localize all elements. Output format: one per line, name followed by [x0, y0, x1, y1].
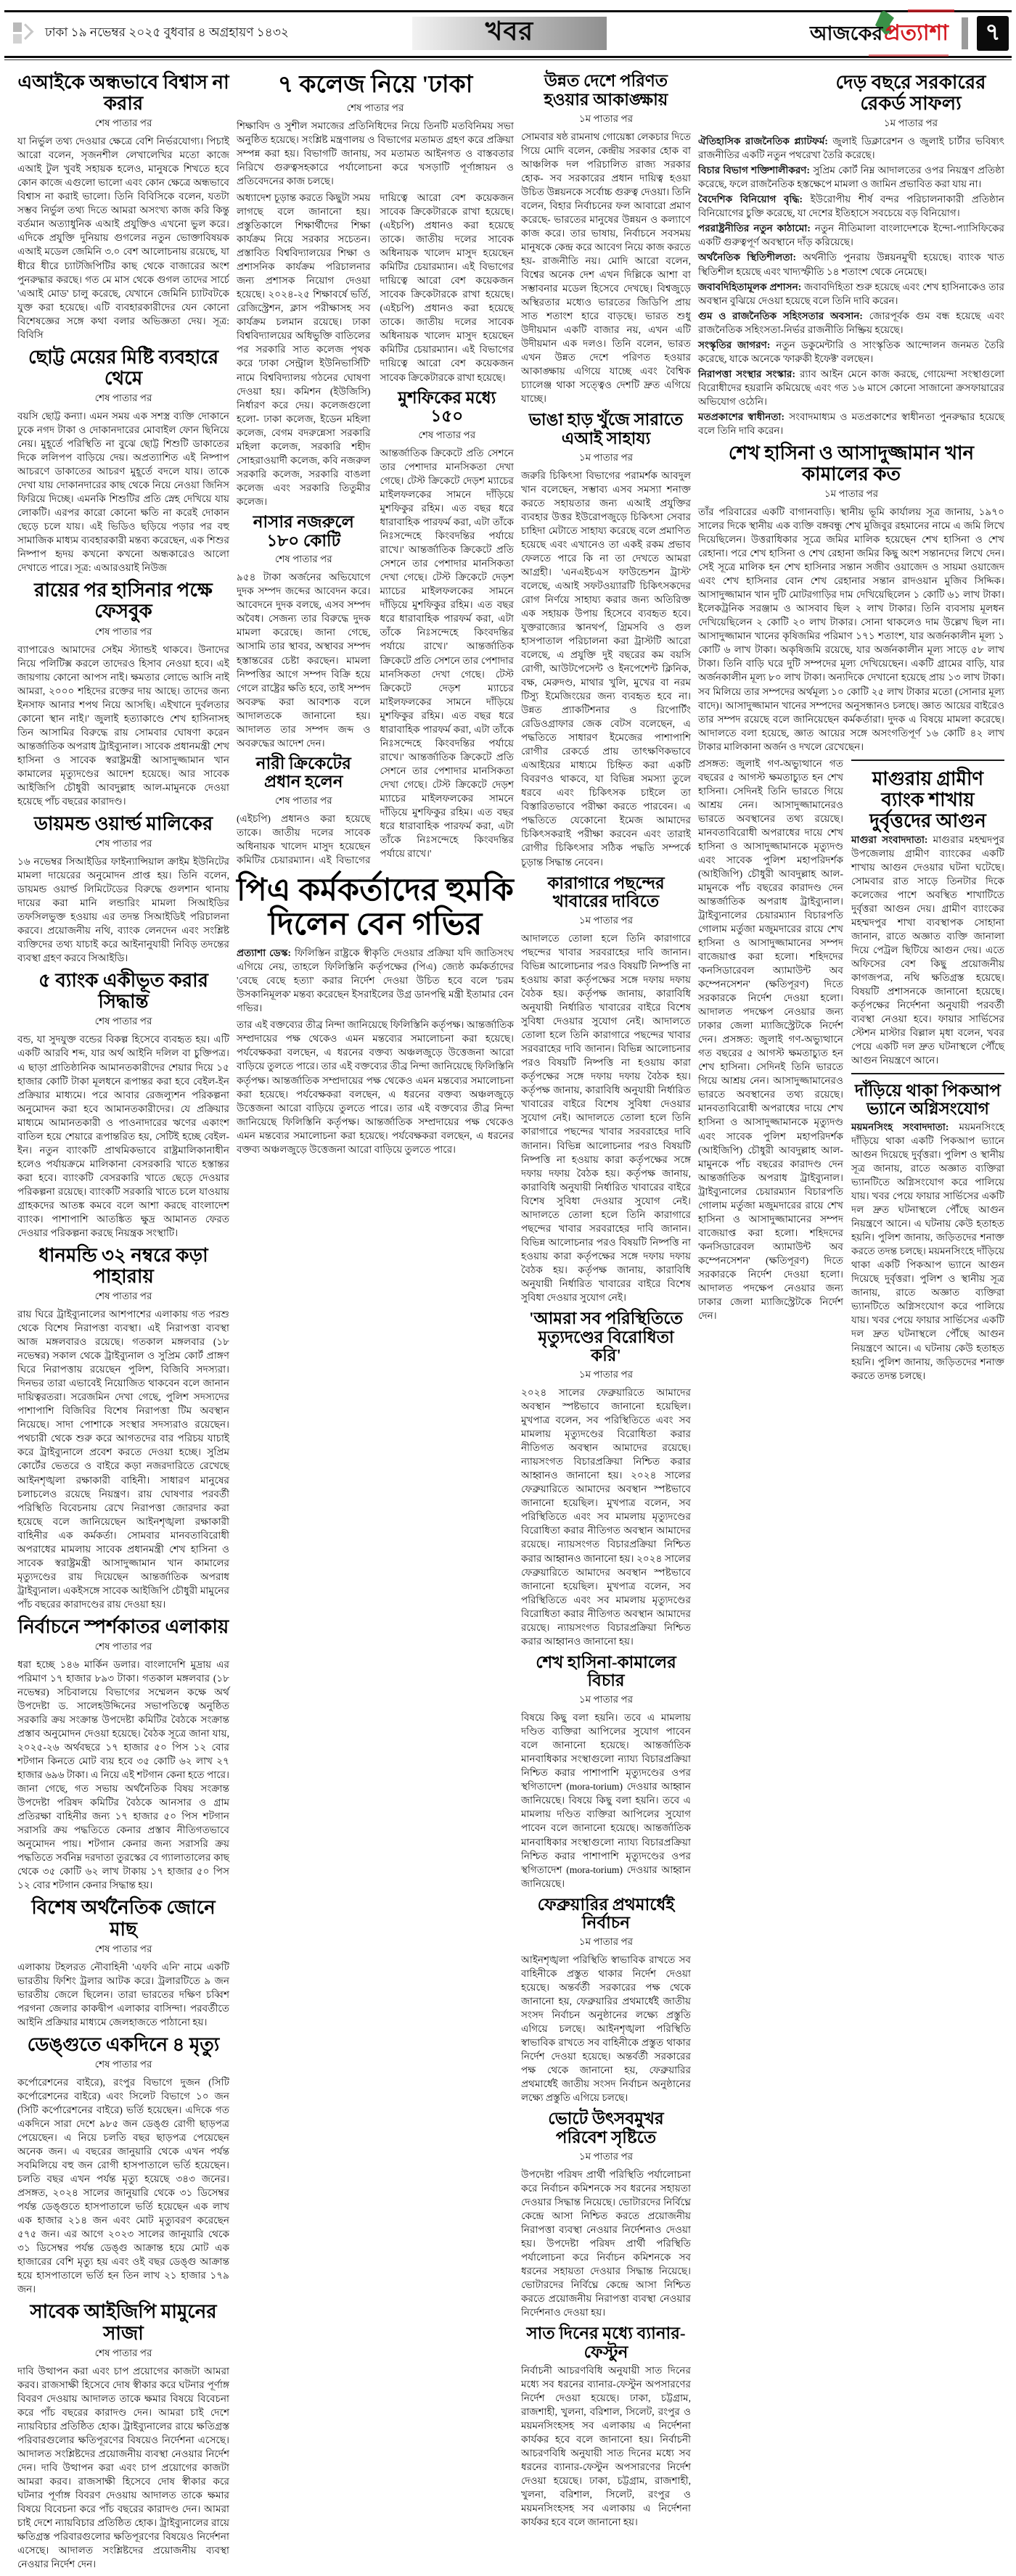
- article-body: উপদেষ্টা পরিষদ প্রার্থী পরিস্থিতি পর্যালোচনা করে নির্বাচন কমিশনকে সব ধরনের সহায়তা দেওয়ার সিদ্ধান্ত নিয়েছে। ভোটারদের নির্বিঘ্নে কেন্দ্রে আসা নিশ্চিত করতে প্রয়োজনীয় নিরাপত্তা ব্যবস্থা নেওয়ার নির্দেশনাও দেওয়া হয়। উপদেষ্টা পরিষদ প্রার্থী পরিস্থিতি পর্যালোচনা করে নির্বাচন কমিশনকে সব ধরনের সহায়তা দেওয়ার সিদ্ধান্ত নিয়েছে। ভোটারদের নির্বিঘ্নে কেন্দ্রে আসা নিশ্চিত করতে প্রয়োজনীয় নিরাপত্তা ব্যবস্থা নেওয়ার নির্দেশনাও দেওয়া হয়।: [521, 2168, 691, 2318]
- page-corner-icon: [13, 21, 38, 46]
- byline-correspondent: মাগুরা সংবাদদাতা:: [851, 834, 928, 845]
- continued-from-label: শেষ পাতার পর: [346, 102, 404, 113]
- article-ben-gvir-threat: [237, 874, 514, 1156]
- continued-from-label: শেষ পাতার পর: [94, 1016, 152, 1027]
- article-dhanmondi-32-security: [17, 1245, 229, 1611]
- header-rule-thick: [4, 56, 1012, 58]
- article-body: ৯৫৪ টাকা অর্জনের অভিযোগে দুদক সম্পদ জব্দের আবেদন করে। আবেদনে দুদক বলছে, এসব সম্পদ অবৈধ। সেজন্য তার বিরুদ্ধে দুদক মামলা করেছে। জানা গেছে, আসামি তার স্থাবর, অস্থাবর সম্পদ হস্তান্তরের চেষ্টা করছেন। মামলা নিষ্পত্তির আগে সম্পদ বিক্রি হয়ে গেলে রাষ্ট্রের ক্ষতি হবে, তাই সম্পদ অবরুদ্ধ করা আবশ্যক বলে আদালতকে জানানো হয়। আদালত তার সম্পদ জব্দ ও অবরুদ্ধের আদেশ দেন।: [237, 572, 371, 749]
- article-banner-festoon-removal: [521, 2324, 691, 2529]
- header-right: [806, 14, 1009, 54]
- article-headline: নারী ক্রিকেটের প্রধান হলেন: [255, 754, 351, 791]
- continued-from-label: শেষ পাতার পর: [94, 2058, 152, 2070]
- article-headline: বিশেষ অর্থনৈতিক জোনে মাছ: [31, 1897, 216, 1940]
- article-headline: সাত দিনের মধ্যে ব্যানার-ফেস্টুন: [526, 2324, 686, 2362]
- article-election-sensitive-areas: [17, 1616, 229, 1893]
- article-headline: শেখ হাসিনা-কামালের বিচার: [536, 1653, 676, 1690]
- article-headline: কারাগারে পছন্দের খাবারের দাবিতে: [547, 873, 665, 911]
- record-item-text: ইউরোপীয় শীর্ষ বন্দর পরিচালনাকারী প্রতিষ্ঠান বিনিয়োগের চুক্তি করেছে, যা দেশের ইতিহাসে সবচেয়ে বড় বিনিয়োগ।: [698, 194, 1004, 219]
- article-body: নির্বাচনী আচরণবিধি অনুযায়ী সাত দিনের মধ্যে সব ধরনের ব্যানার-ফেস্টুন অপসারণের নির্দেশ দেওয়া হয়েছে। ঢাকা, চট্টগ্রাম, রাজশাহী, খুলনা, বরিশাল, সিলেট, রংপুর ও ময়মনসিংহসহ সব এলাকায় এ নির্দেশনা কার্যকর হবে বলে জানানো হয়। নির্বাচনী আচরণবিধি অনুযায়ী সাত দিনের মধ্যে সব ধরনের ব্যানার-ফেস্টুন অপসারণের নির্দেশ দেওয়া হয়েছে। ঢাকা, চট্টগ্রাম, রাজশাহী, খুলনা, বরিশাল, সিলেট, রংপুর ও ময়মনসিংহসহ সব এলাকায় এ নির্দেশনা কার্যকর হবে বলে জানানো হয়।: [521, 2364, 691, 2528]
- column-2-3: [237, 67, 514, 2576]
- record-item-text: সুপ্রিম কোর্ট নিম্ন আদালতের ওপর নিয়ন্ত্রণ প্রতিষ্ঠা করেছে, ফলে রাজনৈতিক হস্তক্ষেপে মামলা ও জামিন প্রভাবিত করা যায় না।: [698, 165, 1004, 190]
- article-little-girl-candy: [17, 347, 229, 575]
- column-4: [521, 67, 691, 2576]
- record-item: [698, 163, 1004, 191]
- continued-from-label: ১ম পাতার পর: [578, 1936, 634, 1948]
- article-government-record-success: [698, 72, 1004, 437]
- article-headline: রায়ের পর হাসিনার পক্ষে ফেসবুক: [34, 580, 213, 622]
- continued-from-label: ১ম পাতার পর: [824, 488, 879, 500]
- article-developed-country-aspiration: [521, 72, 691, 406]
- column-1: [17, 67, 229, 2576]
- article-body: যা নির্ভুল তথ্য দেওয়ার ক্ষেত্রে বেশি নির্ভরযোগ্য। পিচাই আরো বলেন, সৃজনশীল লেখালেখির মতো কাজে এআই টুল খুবই সহায়ক হলেও, মানুষকে শিখতে হবে কোন কাজে এগুলো ভালো এবং কোন ক্ষেত্রে অন্ধভাবে বিশ্বাস না করাই ভালো। তিনি বিবিসিকে বলেন, যতটা সম্ভব নির্ভুল তথ্য দিতে আমরা অসংখ্য কাজ করি কিন্তু বর্তমান অত্যাধুনিক এআই প্রযুক্তিও এখনো ভুল করে। এদিকে প্রযুক্তি দুনিয়ায় গুগলের নতুন ভোক্তাবিষয়ক এআই মডেল জেমিনি ৩.০ বেশ আলোচনায় রয়েছে, যা ধীরে ধীরে চ্যাটজিপিটির কাছ থেকে বাজারের অংশ পুনরুদ্ধার করছে। গত মে মাস থেকে গুগল তাদের সার্চে 'এআই মোড' চালু করেছে, যেখানে জেমিনি চ্যাটবটকে যুক্ত করা হয়েছে। এটি ব্যবহারকারীদের যেন কোনো বিশেষজ্ঞের সঙ্গে কথা বলার অভিজ্ঞতা দেয়। সূত্র: বিবিসি: [17, 136, 229, 340]
- newspaper-logo: [806, 14, 953, 54]
- byline-correspondent: ময়মনসিংহ সংবাদদাতা:: [851, 1122, 949, 1133]
- article-body: [851, 833, 1004, 1068]
- article-headline: 'আমরা সব পরিস্থিতিতে মৃত্যুদণ্ডের বিরোধিতা করি': [529, 1309, 683, 1365]
- article-body: আদালতে তোলা হলে তিনি কারাগারে পছন্দের খাবার সরবরাহের দাবি জানান। বিভিন্ন আলোচনার পরও বিষয়টি নিষ্পত্তি না হওয়ায় কারা কর্তৃপক্ষের সঙ্গে দফায় দফায় বৈঠক হয়। কর্তৃপক্ষ জানায়, কারাবিধি অনুযায়ী নির্ধারিত খাবারের বাইরে বিশেষ সুবিধা দেওয়ার সুযোগ নেই। আদালতে তোলা হলে তিনি কারাগারে পছন্দের খাবার সরবরাহের দাবি জানান। বিভিন্ন আলোচনার পরও বিষয়টি নিষ্পত্তি না হওয়ায় কারা কর্তৃপক্ষের সঙ্গে দফায় দফায় বৈঠক হয়। কর্তৃপক্ষ জানায়, কারাবিধি অনুযায়ী নির্ধারিত খাবারের বাইরে বিশেষ সুবিধা দেওয়ার সুযোগ নেই। আদালতে তোলা হলে তিনি কারাগারে পছন্দের খাবার সরবরাহের দাবি জানান। বিভিন্ন আলোচনার পরও বিষয়টি নিষ্পত্তি না হওয়ায় কারা কর্তৃপক্ষের সঙ্গে দফায় দফায় বৈঠক হয়। কর্তৃপক্ষ জানায়, কারাবিধি অনুযায়ী নির্ধারিত খাবারের বাইরে বিশেষ সুবিধা দেওয়ার সুযোগ নেই। আদালতে তোলা হলে তিনি কারাগারে পছন্দের খাবার সরবরাহের দাবি জানান। বিভিন্ন আলোচনার পরও বিষয়টি নিষ্পত্তি না হওয়ায় কারা কর্তৃপক্ষের সঙ্গে দফায় দফায় বৈঠক হয়। কর্তৃপক্ষ জানায়, কারাবিধি অনুযায়ী নির্ধারিত খাবারের বাইরে বিশেষ সুবিধা দেওয়ার সুযোগ নেই।: [521, 933, 691, 1303]
- article-headline: ফেব্রুয়ারির প্রথমার্ধেই নির্বাচন: [537, 1895, 675, 1933]
- article-february-election: [521, 1896, 691, 2105]
- assets-continuation-column: [698, 757, 843, 1388]
- article-body: তার এই বক্তব্যের তীব্র নিন্দা জানিয়েছে ফিলিস্তিনি কর্তৃপক্ষ। আন্তর্জাতিক সম্প্রদায়ের পক্ষ থেকেও এমন মন্তব্যের সমালোচনা করা হয়েছে। পর্যবেক্ষকরা বলছেন, এ ধরনের বক্তব্য অঞ্চলজুড়ে উত্তেজনা আরো বাড়িয়ে তুলতে পারে। তার এই বক্তব্যের তীব্র নিন্দা জানিয়েছে ফিলিস্তিনি কর্তৃপক্ষ। আন্তর্জাতিক সম্প্রদায়ের পক্ষ থেকেও এমন মন্তব্যের সমালোচনা করা হয়েছে। পর্যবেক্ষকরা বলছেন, এ ধরনের বক্তব্য অঞ্চলজুড়ে উত্তেজনা আরো বাড়িয়ে তুলতে পারে। তার এই বক্তব্যের তীব্র নিন্দা জানিয়েছে ফিলিস্তিনি কর্তৃপক্ষ। আন্তর্জাতিক সম্প্রদায়ের পক্ষ থেকেও এমন মন্তব্যের সমালোচনা করা হয়েছে। পর্যবেক্ষকরা বলছেন, এ ধরনের বক্তব্য অঞ্চলজুড়ে উত্তেজনা আরো বাড়িয়ে তুলতে পারে।: [237, 1019, 514, 1155]
- article-headline: ৭ কলেজ নিয়ে 'ঢাকা: [277, 72, 473, 98]
- seven-colleges-group: [237, 67, 514, 867]
- article-economic-zone-fish: [17, 1897, 229, 2028]
- article-pickup-van-arson: [851, 1073, 1004, 1383]
- article-dengue-deaths: [17, 2034, 229, 2297]
- continued-from-label: শেষ পাতার পর: [94, 1943, 152, 1954]
- article-body: কর্পোরেশনের বাইরে), রংপুর বিভাগে দুজন (সিটি কর্পোরেশনের বাইরে) এবং সিলেট বিভাগে ১০ জন (সিটি কর্পোরেশনের বাইরে) ভর্তি হয়েছেন। এদিকে গত একদিনে সারা দেশে ৯৮৫ জন ডেঙ্গু রোগী ছাড়পত্র পেয়েছেন। এ নিয়ে চলতি বছর ছাড়পত্র পেয়েছেন অনেক জন। এ বছরের জানুয়ারি থেকে এখন পর্যন্ত সবমিলিয়ে বহু জন রোগী হাসপাতালে ভর্তি হয়েছেন। চলতি বছর এখন পর্যন্ত মৃত্যু হয়েছে ৩৪৩ জনের। প্রসঙ্গত, ২০২৪ সালের জানুয়ারি থেকে ৩১ ডিসেম্বর পর্যন্ত ডেঙ্গুতে হাসপাতালে ভর্তি হয়েছেন এক লাখ এক হাজার ২১৪ জন এবং মোট মৃত্যুবরণ করেছেন ৫৭৫ জন। এর আগে ২০২৩ সালের জানুয়ারি থেকে ৩১ ডিসেম্বর পর্যন্ত ডেঙ্গু আক্রান্ত হয়ে মোট এক হাজারের বেশি মৃত্যু হয় এবং ওই বছর ডেঙ্গু আক্রান্ত হয়ে হাসপাতালে ভর্তি হন তিন লাখ ২১ হাজার ১৭৯ জন।: [17, 2076, 229, 2295]
- article-body: (এইচপি) প্রধানও করা হয়েছে তাকে। জাতীয় দলের সাবেক অধিনায়ক খালেদ মাসুদ হয়েছেন কমিটির চেয়ারম্যান। এই বিভাগের দায়িত্বে আরো বেশ কয়েকজন সাবেক ক্রিকেটারকে রাখা হয়েছে। (এইচপি) প্রধানও করা হয়েছে তাকে। জাতীয় দলের সাবেক অধিনায়ক খালেদ মাসুদ হয়েছেন কমিটির চেয়ারম্যান। এই বিভাগের দায়িত্বে আরো বেশ কয়েকজন সাবেক ক্রিকেটারকে রাখা হয়েছে। (এইচপি) প্রধানও করা হয়েছে তাকে। জাতীয় দলের সাবেক অধিনায়ক খালেদ মাসুদ হয়েছেন কমিটির চেয়ারম্যান। এই বিভাগের দায়িত্বে আরো বেশ কয়েকজন সাবেক ক্রিকেটারকে রাখা হয়েছে।: [237, 192, 514, 866]
- continued-from-label: শেষ পাতার পর: [94, 392, 152, 403]
- article-body-text: ফিলিস্তিন রাষ্ট্রকে স্বীকৃতি দেওয়ার প্রক্রিয়া যদি জাতিসংঘ এগিয়ে নেয়, তাহলে ফিলিস্তিনি কর্তৃপক্ষের (পিএ) জ্যেষ্ঠ কর্মকর্তাদের 'বেছে বেছে হত্যা' করার নির্দেশ দেওয়া উচিত হবে বলে 'চরম উসকানিমূলক' মন্তব্য করেছেন ইসরাইলের উগ্র ডানপন্থি মন্ত্রী ইতামার বেন গভির।: [237, 947, 514, 1014]
- record-item: [698, 250, 1004, 278]
- continued-from-label: ১ম পাতার পর: [578, 112, 634, 124]
- article-body: ধরা হচ্ছে ১৪৬ মার্কিন ডলার। বাংলাদেশি মুদ্রায় এর পরিমাণ ১৭ হাজার ৮৯৩ টাকা। গতকাল মঙ্গলবার (১৮ নভেম্বর) সচিবালয়ে বিভাগের সম্মেলন কক্ষে অর্থ উপদেষ্টা ড. সালেহউদ্দিনের সভাপতিত্বে অনুষ্ঠিত সরকারি ক্রয় সংক্রান্ত উপদেষ্টা কমিটির বৈঠকে সংক্রান্ত প্রস্তাব অনুমোদন দেওয়া হয়েছে। বৈঠক সূত্রে জানা যায়, ২০২৫-২৬ অর্থবছরে ১৭ হাজার ৫০ পিস ১২ বোর শটগান কিনতে মোট ব্যয় হবে ৩৫ কোটি ৬২ লাখ ২৭ হাজার ৬৯৬ টাকা। এ নিয়ে এই শটগান কেনা হতে পারে। জানা গেছে, গত সভায় অর্থনৈতিক বিষয় সংক্রান্ত উপদেষ্টা পরিষদ কমিটির বৈঠকে আনসার ও গ্রাম প্রতিরক্ষা বাহিনীর জন্য ১৭ হাজার ৫০ পিস শটগান সরাসরি ক্রয় পদ্ধতিতে কেনার প্রস্তাব নীতিগতভাবে অনুমোদন পায়। শটগান কেনার জন্য সরাসরি ক্রয় পদ্ধতিতে সর্বনিম্ন দরদাতা তুরস্কের বে গ্যালাতালের কাছ থেকে ৩৫ কোটি ৬২ লাখ টাকায় ১৭ হাজার ৫০ পিস ১২ বোর শটগান কেনার সিদ্ধান্ত হয়।: [17, 1658, 229, 1891]
- header-divider: [962, 17, 968, 49]
- article-headline: পিএ কর্মকর্তাদের হুমকি দিলেন বেন গভির: [237, 873, 514, 942]
- article-headline: মুশফিকের মধ্যে ১৫০: [398, 388, 496, 426]
- article-headline: ডায়মন্ড ওয়ার্ল্ড মালিকের: [33, 812, 213, 834]
- article-body: সোমবার ষষ্ঠ রামনাথ গোয়েঙ্কা লেকচার দিতে গিয়ে মোদি বলেন, কেন্দ্রীয় সরকার হোক বা আঞ্চলিক দল পরিচালিত রাজ্য সরকার হোক- সব সরকারের প্রধান দায়িত্ব হওয়া উচিত উন্নয়নকে সর্বোচ্চ গুরুত্ব দেওয়া। তিনি বলেন, বিহার নির্বাচনের ফল আবারো প্রমাণ করেছে- ভারতের মানুষের উন্নয়ন ও কল্যাণে কাজ করে। তার ভাষায়, নির্বাচনে সবসময় মানুষকে কেন্দ্র করে আবেগ নিয়ে কাজ করতে হয়- রাজনীতি নয়। মোদি আরো বলেন, বিশ্বের অনেক দেশ এখন দিল্লিকে আশা বা সম্ভাবনার মডেল হিসেবে দেখছে। বিশ্বজুড়ে অস্থিরতার মধ্যেও ভারতের জিডিপি প্রায় সাত শতাংশ হারে বাড়ছে। ভারত শুধু উদীয়মান একটি বাজার নয়, এখন এটি উদীয়মান এক দলও। তিনি বলেন, ভারত এখন উন্নত দেশে পরিণত হওয়ার আকাঙ্ক্ষায় এগিয়ে যাচ্ছে এবং বৈশ্বিক চ্যালেঞ্জ থাকা সত্ত্বেও দেশটি দ্রুত এগিয়ে যাচ্ছে।: [521, 131, 691, 405]
- article-body: বিষয়ে কিছু বলা হয়নি। তবে এ মামলায় দণ্ডিত ব্যক্তিরা আপিলের সুযোগ পাবেন বলে জানানো হয়েছে। আন্তর্জাতিক মানবাধিকার সংস্থাগুলো ন্যায্য বিচারপ্রক্রিয়া নিশ্চিত করার পাশাপাশি মৃত্যুদণ্ডের ওপর স্থগিতাদেশ (mora-torium) দেওয়ার আহ্বান জানিয়েছে। বিষয়ে কিছু বলা হয়নি। তবে এ মামলায় দণ্ডিত ব্যক্তিরা আপিলের সুযোগ পাবেন বলে জানানো হয়েছে। আন্তর্জাতিক মানবাধিকার সংস্থাগুলো ন্যায্য বিচারপ্রক্রিয়া নিশ্চিত করার পাশাপাশি মৃত্যুদণ্ডের ওপর স্থগিতাদেশ (mora-torium) দেওয়ার আহ্বান জানিয়েছে।: [521, 1712, 691, 1889]
- article-body: রায় ঘিরে ট্রাইব্যুনালের আশপাশের এলাকায় গত পরশু থেকে বিশেষ নিরাপত্তা ব্যবস্থা। এই নিরাপত্তা ব্যবস্থা আজ মঙ্গলবারও রয়েছে। গতকাল মঙ্গলবার (১৮ নভেম্বর) সকাল থেকে ট্রাইব্যুনাল ও সুপ্রিম কোর্ট প্রাঙ্গণ ঘিরে নিরাপত্তায় রয়েছেন পুলিশ, বিজিবি সদস্যরা। দিনভর তারা এভাবেই নিয়োজিত থাকবেন বলে জানান দায়িত্বরতরা। সরেজমিন দেখা গেছে, পুলিশ সদস্যদের পাশাপাশি বিজিবির বিশেষ নিরাপত্তা টিম অবস্থান নিয়েছে। সাদা পোশাকে সংস্থার সদস্যরাও রয়েছেন। পথচারী থেকে শুরু করে আগতদের বার পরিচয় যাচাই করে ট্রাইব্যুনালে প্রবেশ করতে দেওয়া হচ্ছে। সুপ্রিম কোর্টের ভেতরে ও বাইরে কড়া নজরদারিতে রেখেছে আইনশৃঙ্খলা রক্ষাকারী বাহিনী। সাধারণ মানুষের চলাচলেও রয়েছে নিয়ন্ত্রণ। রায় ঘোষণার পরবর্তী পরিস্থিতি বিবেচনায় রেখে নিরাপত্তা জোরদার করা হয়েছে বলে জানিয়েছেন আইনশৃঙ্খলা রক্ষাকারী বাহিনীর এক কর্মকর্তা। সোমবার মানবতাবিরোধী অপরাধের মামলায় সাবেক প্রধানমন্ত্রী শেখ হাসিনা ও সাবেক স্বরাষ্ট্রমন্ত্রী আসাদুজ্জামান খান কামালের মৃত্যুদণ্ডের রায় দিয়েছেন আন্তর্জাতিক অপরাধ ট্রাইব্যুনাল। একইসঙ্গে সাবেক আইজিপি চৌধুরী মামুনের পাঁচ বছরের কারাদণ্ডের রায় দেওয়া হয়।: [17, 1309, 229, 1610]
- record-item-text: জবাবদিহিতা শুরু হয়েছে এবং শেখ হাসিনাকেও তার অবস্থান বুঝিয়ে দেওয়া হয়েছে বলে তিনি দাবি করেন।: [698, 281, 1004, 306]
- record-item-lead: জবাবদিহিতামূলক প্রশাসন:: [698, 281, 802, 292]
- article-headline: ৫ ব্যাংক একীভূত করার সিদ্ধান্ত: [38, 970, 208, 1013]
- continued-from-label: শেষ পাতার পর: [94, 837, 152, 849]
- article-headline: মাগুরায় গ্রামীণ ব্যাংক শাখায় দুর্বৃত্তদের আগুন: [869, 768, 986, 831]
- record-item-lead: মতপ্রকাশের স্বাধীনতা:: [698, 411, 785, 422]
- continued-from-label: ১ম পাতার পর: [578, 1369, 634, 1380]
- continued-from-label: শেষ পাতার পর: [94, 1640, 152, 1652]
- article-five-banks-merger: [17, 970, 229, 1240]
- article-headline: উন্নত দেশে পরিণত হওয়ার আকাঙ্ক্ষায়: [544, 72, 668, 109]
- date-line: ঢাকা ১৯ নভেম্বর ২০২৫ বুধবার ৪ অগ্রহায়ণ ১৪৩২: [45, 25, 289, 39]
- article-hasina-kamal-trial: [521, 1653, 691, 1890]
- article-festive-voting-environment: [521, 2110, 691, 2319]
- article-headline: ভাঙা হাড় খুঁজে সারাতে এআই সাহায্য: [528, 411, 684, 448]
- article-facebook-after-verdict: [17, 580, 229, 808]
- logo-tagline-top: [908, 9, 954, 12]
- logo-word-2: প্রত্যাশা: [884, 20, 949, 45]
- record-item-lead: গুম ও রাজনৈতিক সহিংসতার অবসান:: [698, 310, 863, 321]
- article-headline: দাঁড়িয়ে থাকা পিকআপ ভ্যানে অগ্নিসংযোগ: [854, 1081, 1001, 1119]
- record-item-text: অর্থনীতি পুনরায় উন্নয়নমুখী হয়েছে। ব্যাংক খাত স্থিতিশীল হয়েছে এবং খাদ্যস্ফীতি ১৪ শতাংশ থেকে নেমেছে।: [698, 252, 1004, 277]
- record-item: [698, 338, 1004, 366]
- section-banner: [412, 17, 607, 50]
- article-headline: নাসার নজরুলে ১৮০ কোটি: [253, 512, 354, 550]
- article-headline: ধানমন্ডি ৩২ নম্বরে কড়া পাহারায়: [38, 1244, 208, 1288]
- article-body: আইনশৃঙ্খলা পরিস্থিতি স্বাভাবিক রাখতে সব বাহিনীকে প্রস্তুত থাকার নির্দেশ দেওয়া হয়েছে। অন্তর্বর্তী সরকারের পক্ষ থেকে জানানো হয়, ফেব্রুয়ারির প্রথমার্ধেই জাতীয় সংসদ নির্বাচন অনুষ্ঠানের লক্ষ্যে প্রস্তুতি এগিয়ে চলছে। আইনশৃঙ্খলা পরিস্থিতি স্বাভাবিক রাখতে সব বাহিনীকে প্রস্তুত থাকার নির্দেশ দেওয়া হয়েছে। অন্তর্বর্তী সরকারের পক্ষ থেকে জানানো হয়, ফেব্রুয়ারির প্রথমার্ধেই জাতীয় সংসদ নির্বাচন অনুষ্ঠানের লক্ষ্যে প্রস্তুতি এগিয়ে চলছে।: [521, 1954, 691, 2104]
- logo-tagline-bottom: [869, 54, 949, 57]
- record-item-text: নতুন ডকুমেন্টারি ও সাংস্কৃতিক আন্দোলন জনমত তৈরি করেছে, যাকে অনেকে 'ফারুকী ইফেক্ট' বলছেন।: [698, 339, 1004, 364]
- article-body: তাঁর পরিবারের একটি বাগানবাড়ি। স্থানীয় ভূমি কার্যালয় সূত্র জানায়, ১৯৭০ সালের দিকে স্থানীয় এক ব্যক্তি বঙ্গবন্ধু শেখ মুজিবুর রহমানের নামে এ জমি লিখে দিয়েছিলেন। উত্তরাধিকার সূত্রে জমির মালিক হয়েছেন শেখ হাসিনা ও শেখ রেহানা। পরে শেখ হাসিনা ও শেখ রেহানা জমির কিছু অংশ সন্তানদের লিখে দেন। সেই সূত্রে মালিক হন শেখ হাসিনার সন্তান সজীব ওয়াজেদ ও সায়মা ওয়াজেদ এবং শেখ হাসিনার বোন শেখ রেহানার সন্তান রাদওয়ান মুজিব সিদ্দিক। আসাদুজ্জামান খান দুটি মোটরগাড়ির দাম দেখিয়েছিলেন ১ কোটি ৬১ লাখ টাকা। ইলেকট্রনিক সরঞ্জাম ও আসবাব ছিল ২ লাখ টাকার। তিনি ব্যবসায় মূলধন দেখিয়েছিলেন ২ কোটি ২০ লাখ টাকার। সোনা থাকলেও দাম উল্লেখ ছিল না। আসাদুজ্জামান খানের কৃষিজমির পরিমাণ ১৭১ শতাংশ, যার অর্জনকালীন মূল্য ১ কোটি ৬ লাখ টাকা। অকৃষিজমি রয়েছে, যার অর্জনকালীন মূল্য সাড়ে ৫৮ লাখ টাকা। তিনি বাড়ি ঘরে দুটি সম্পদের মূল্য দেখিয়েছেন। একটি গ্রামের বাড়ি, যার অর্জনকালীন মূল্য ৮০ লাখ টাকা। অন্যদিকে দেখানো হয়েছে প্রায় ১৩ লাখ টাকা। সব মিলিয়ে তার সম্পদের অর্থমূল্য ১০ কোটি ২৫ লাখ টাকার মতো (সোনার মূল্য বাদে)। আসাদুজ্জামান খানের সম্পদের অনুসন্ধানও চলছে। জ্ঞাত আয়ের বাইরেও তার সম্পদ রয়েছে বলে জানিয়েছেন কর্মকর্তারা। দুদক এ বিষয়ে মামলা করেছে। আদালতে বলা হয়েছে, জ্ঞাত আয়ের সঙ্গে অসংগতিপূর্ণ ১৬ কোটি ৪২ লাখ টাকার মালিকানা অর্জন ও দখলে রেখেছেন।: [698, 506, 1004, 752]
- section-title: খবর: [485, 17, 534, 46]
- record-item: [698, 280, 1004, 308]
- article-body: জরুরি চিকিৎসা বিভাগের পরামর্শক আবদুল খান বলেছেন, সম্ভাব্য এসব সমস্যা শনাক্ত করতে সহায়তার জন্য এআই প্রযুক্তির ব্যবহার উত্তর ইউরোপজুড়ে চিকিৎসা সেবার চাহিদা মেটাতে সাহায্য করেছে বলে প্রমাণিত হয়েছে এবং এখানেও তা একই রকম প্রভাব ফেলতে পারে কি না তা দেখতে আমরা আগ্রহী। 'এনএইচএস ফাউন্ডেশন ট্রাস্ট' বলেছে, এআই সফটওয়্যারটি চিকিৎসকদের রোগ নির্ণয়ে সাহায্য করার জন্য অতিরিক্ত এক সহায়ক উপায় হিসেবে ব্যবহৃত হবে। যুক্তরাজ্যের স্কানথর্প, গ্রিমসবি ও গুল হাসপাতাল পরিচালনা করা ট্রাস্টটি আরো বলেছে, এ প্রযুক্তি দুই বছরের কম বয়সি রোগী, আউটপেসেন্ট ও ইনপেশেন্ট ক্লিনিক, বক্ষ, মেরুদণ্ড, মাথার খুলি, মুখের বা নরম টিস্যু ইমেজিংয়ের জন্য ব্যবহৃত হবে না। উন্নত প্র্যাকটিশনার ও রিপোর্টিং রেডিওগ্রাফার জেক বেটস বলেছেন, এ পদ্ধতিতে সাধারণ ইমেজের পাশাপাশি রোগীর রেকর্ডে প্রায় তাৎক্ষণিকভাবে এআইয়ের মাধ্যমে চিহ্নিত করা একটি বিবরণও থাকবে, যা বিভিন্ন সমস্যা তুলে ধরবে এবং চিকিৎসক চাইলে তা বিস্তারিতভাবে পরীক্ষা করতে পারবেন। এ পদ্ধতিতে যেকোনো ইমেজ আমাদের চিকিৎসকরাই পরীক্ষা করবেন এবং তারাই রোগীর চিকিৎসার সঠিক পদ্ধতি সম্পর্কে চূড়ান্ত সিদ্ধান্ত নেবেন।: [521, 469, 691, 868]
- article-headline: নির্বাচনে স্পর্শকাতর এলাকায়: [17, 1616, 229, 1637]
- article-ai-trust: [17, 72, 229, 342]
- continued-from-label: ১ম পাতার পর: [578, 915, 634, 926]
- article-body-text: ময়মনসিংহে দাঁড়িয়ে থাকা একটি পিকআপ ভ্যানে আগুন দিয়েছে দুর্বৃত্তরা। পুলিশ ও স্থানীয় সূত্র জানায়, রাতে অজ্ঞাত ব্যক্তিরা ভ্যানটিতে অগ্নিসংযোগ করে পালিয়ে যায়। খবর পেয়ে ফায়ার সার্ভিসের একটি দল দ্রুত ঘটনাস্থলে পৌঁছে আগুন নিয়ন্ত্রণে আনে। এ ঘটনায় কেউ হতাহত হয়নি। পুলিশ জানায়, জড়িতদের শনাক্ত করতে তদন্ত চলছে। ময়মনসিংহে দাঁড়িয়ে থাকা একটি পিকআপ ভ্যানে আগুন দিয়েছে দুর্বৃত্তরা। পুলিশ ও স্থানীয় সূত্র জানায়, রাতে অজ্ঞাত ব্যক্তিরা ভ্যানটিতে অগ্নিসংযোগ করে পালিয়ে যায়। খবর পেয়ে ফায়ার সার্ভিসের একটি দল দ্রুত ঘটনাস্থলে পৌঁছে আগুন নিয়ন্ত্রণে আনে। এ ঘটনায় কেউ হতাহত হয়নি। পুলিশ জানায়, জড়িতদের শনাক্ত করতে তদন্ত চলছে।: [851, 1122, 1004, 1381]
- continued-from-label: শেষ পাতার পর: [274, 554, 332, 565]
- article-diamond-world-owner: [17, 813, 229, 965]
- logo-word-1: আজকের: [809, 22, 883, 44]
- record-item-text: নতুন নীতিমালা বাংলাদেশকে ইন্দো-প্যাসিফিকের একটি গুরুত্বপূর্ণ অবস্থানে দাঁড় করিয়েছে।: [698, 223, 1004, 248]
- record-item-lead: সংস্কৃতির জাগরণ:: [698, 339, 771, 350]
- record-item: [698, 134, 1004, 162]
- article-headline: ভোটে উৎসবমুখর পরিবেশ সৃষ্টিতে: [548, 2110, 664, 2147]
- record-item-text: র‌্যাব আইন মেনে কাজ করছে, গোয়েন্দা সংস্থাগুলো বিরোধীদের হয়রানি কমিয়েছে এবং গত ১৬ মাসে কোনো সাজানো ক্রসফায়ারের অভিযোগ ওঠেনি।: [698, 368, 1004, 407]
- article-body: [851, 1120, 1004, 1383]
- article-body: ব্যাপারেও আমাদের সেইম স্ট্যান্ডই থাকবে। উনাদের নিয়ে পলিটিক্স করলে তাদেরও হিসাব নেওয়া হবে। এই জায়গায় কোনো আপস নাই। ক্ষমতার লোভে আসি নাই আমরা, ২০০০ শহিদের রক্তের দায় আছে। তাদের জন্য ইনসাফ আনার শপথ নিয়ে আসছি। এইখানে দুর্বলতার কোনো স্থান নাই।' জুলাই হত্যাকাণ্ডে শেখ হাসিনাসহ তিন আসামির বিরুদ্ধে রায় সোমবার ঘোষণা করেন আন্তর্জাতিক অপরাধ ট্রাইব্যুনাল। সাবেক প্রধানমন্ত্রী শেখ হাসিনা ও সাবেক স্বরাষ্ট্রমন্ত্রী আসাদুজ্জামান খান কামালের মৃত্যুদণ্ডের আদেশ হয়েছে। আর সাবেক আইজিপি চৌধুরী আবদুল্লাহ আল-মামুনকে দেওয়া হয়েছে পাঁচ বছরের কারাদণ্ড।: [17, 643, 229, 807]
- article-headline: সাবেক আইজিপি মামুনের সাজা: [30, 2301, 217, 2344]
- article-death-penalty-opposition: [521, 1309, 691, 1648]
- byline-desk: প্রত্যাশা ডেস্ক:: [237, 947, 292, 959]
- article-body: আন্তর্জাতিক ক্রিকেটে প্রতি সেশনে তার পেশাদার মানসিকতা দেখা গেছে। টেস্ট ক্রিকেটে দেড়শ ম্যাচের মাইলফলকের সামনে দাঁড়িয়ে মুশফিকুর রহিম। এত বছর ধরে ধারাবাহিক পারফর্ম করা, এটা তাঁকে নিঃসন্দেহে কিংবদন্তির পর্যায়ে রাখে।' আন্তর্জাতিক ক্রিকেটে প্রতি সেশনে তার পেশাদার মানসিকতা দেখা গেছে। টেস্ট ক্রিকেটে দেড়শ ম্যাচের মাইলফলকের সামনে দাঁড়িয়ে মুশফিকুর রহিম। এত বছর ধরে ধারাবাহিক পারফর্ম করা, এটা তাঁকে নিঃসন্দেহে কিংবদন্তির পর্যায়ে রাখে।' আন্তর্জাতিক ক্রিকেটে প্রতি সেশনে তার পেশাদার মানসিকতা দেখা গেছে। টেস্ট ক্রিকেটে দেড়শ ম্যাচের মাইলফলকের সামনে দাঁড়িয়ে মুশফিকুর রহিম। এত বছর ধরে ধারাবাহিক পারফর্ম করা, এটা তাঁকে নিঃসন্দেহে কিংবদন্তির পর্যায়ে রাখে।' আন্তর্জাতিক ক্রিকেটে প্রতি সেশনে তার পেশাদার মানসিকতা দেখা গেছে। টেস্ট ক্রিকেটে দেড়শ ম্যাচের মাইলফলকের সামনে দাঁড়িয়ে মুশফিকুর রহিম। এত বছর ধরে ধারাবাহিক পারফর্ম করা, এটা তাঁকে নিঃসন্দেহে কিংবদন্তির পর্যায়ে রাখে।': [380, 448, 514, 859]
- bottom-right-split: [698, 757, 1004, 1388]
- header-left: [13, 21, 325, 46]
- record-item-lead: পররাষ্ট্রনীতির নতুন কাঠামো:: [698, 223, 811, 234]
- continued-from-label: শেষ পাতার পর: [94, 2347, 152, 2358]
- record-item: [698, 309, 1004, 337]
- record-item-text: জুলাই ডিক্লারেশন ও জুলাই চার্টার ভবিষ্যৎ রাজনীতির একটি নতুন পথরেখা তৈরি করেছে।: [698, 136, 1004, 161]
- record-item: [698, 192, 1004, 220]
- record-item-lead: নিরাপত্তা সংস্থার সংস্কার:: [698, 368, 796, 379]
- page-number: ৭: [977, 16, 1009, 51]
- record-item: [698, 367, 1004, 408]
- continued-from-label: ১ম পাতার পর: [578, 451, 634, 463]
- record-item-lead: বৈদেশিক বিনিয়োগ বৃদ্ধি:: [698, 194, 803, 205]
- article-ex-igp-mamun-sentence: [17, 2301, 229, 2571]
- article-body: ২০২৪ সালের ফেব্রুয়ারিতে আমাদের অবস্থান স্পষ্টভাবে জানানো হয়েছিল। মুখপাত্র বলেন, সব পরিস্থিতিতে এবং সব মামলায় মৃত্যুদণ্ডের বিরোধিতা করার নীতিগত অবস্থান আমাদের রয়েছে। ন্যায়সংগত বিচারপ্রক্রিয়া নিশ্চিত করার আহ্বানও জানানো হয়। ২০২৪ সালের ফেব্রুয়ারিতে আমাদের অবস্থান স্পষ্টভাবে জানানো হয়েছিল। মুখপাত্র বলেন, সব পরিস্থিতিতে এবং সব মামলায় মৃত্যুদণ্ডের বিরোধিতা করার নীতিগত অবস্থান আমাদের রয়েছে। ন্যায়সংগত বিচারপ্রক্রিয়া নিশ্চিত করার আহ্বানও জানানো হয়। ২০২৪ সালের ফেব্রুয়ারিতে আমাদের অবস্থান স্পষ্টভাবে জানানো হয়েছিল। মুখপাত্র বলেন, সব পরিস্থিতিতে এবং সব মামলায় মৃত্যুদণ্ডের বিরোধিতা করার নীতিগত অবস্থান আমাদের রয়েছে। ন্যায়সংগত বিচারপ্রক্রিয়া নিশ্চিত করার আহ্বানও জানানো হয়।: [521, 1387, 691, 1647]
- article-ai-broken-bones: [521, 411, 691, 868]
- continued-from-label: ১ম পাতার পর: [578, 2150, 634, 2162]
- record-item: [698, 410, 1004, 437]
- article-body: প্রসঙ্গত: জুলাই গণ-অভ্যুত্থানে গত বছরের ৫ আগস্ট ক্ষমতাচ্যুত হন শেখ হাসিনা। সেদিনই তিনি ভারতে গিয়ে আশ্রয় নেন। আসাদুজ্জামানেরও ভারতে অবস্থানের তথ্য রয়েছে। মানবতাবিরোধী অপরাধের দায়ে শেখ হাসিনা ও আসাদুজ্জামানকে মৃত্যুদণ্ড এবং সাবেক পুলিশ মহাপরিদর্শক (আইজিপি) চৌধুরী আবদুল্লাহ আল-মামুনকে পাঁচ বছরের কারাদণ্ড দেন আন্তর্জাতিক অপরাধ ট্রাইব্যুনাল। ট্রাইব্যুনালের চেয়ারম্যান বিচারপতি গোলাম মর্তুজা মজুমদারের রায়ে শেখ হাসিনা ও আসাদুজ্জামানের সম্পদ বাজেয়াপ্ত করা হলো। শহিদদের 'কনসিডারেবল অ্যামাউন্ট অব কম্পেনসেশন' (ক্ষতিপূরণ) দিতে সরকারকে নির্দেশ দেওয়া হলো। আদালত পদক্ষেপ নেওয়ার জন্য ঢাকার জেলা ম্যাজিস্ট্রেটকে নির্দেশ দেন। প্রসঙ্গত: জুলাই গণ-অভ্যুত্থানে গত বছরের ৫ আগস্ট ক্ষমতাচ্যুত হন শেখ হাসিনা। সেদিনই তিনি ভারতে গিয়ে আশ্রয় নেন। আসাদুজ্জামানেরও ভারতে অবস্থানের তথ্য রয়েছে। মানবতাবিরোধী অপরাধের দায়ে শেখ হাসিনা ও আসাদুজ্জামানকে মৃত্যুদণ্ড এবং সাবেক পুলিশ মহাপরিদর্শক (আইজিপি) চৌধুরী আবদুল্লাহ আল-মামুনকে পাঁচ বছরের কারাদণ্ড দেন আন্তর্জাতিক অপরাধ ট্রাইব্যুনাল। ট্রাইব্যুনালের চেয়ারম্যান বিচারপতি গোলাম মর্তুজা মজুমদারের রায়ে শেখ হাসিনা ও আসাদুজ্জামানের সম্পদ বাজেয়াপ্ত করা হলো। শহিদদের 'কনসিডারেবল অ্যামাউন্ট অব কম্পেনসেশন' (ক্ষতিপূরণ) দিতে সরকারকে নির্দেশ দেওয়া হলো। আদালত পদক্ষেপ নেওয়ার জন্য ঢাকার জেলা ম্যাজিস্ট্রেটকে নির্দেশ দেন।: [698, 757, 843, 1321]
- article-magura-grameen-bank-fire: [851, 760, 1004, 1068]
- article-headline: দেড় বছরে সরকারের রেকর্ড সাফল্য: [835, 72, 986, 115]
- article-headline: শেখ হাসিনা ও আসাদুজ্জামান খান কামালের কত: [728, 442, 975, 485]
- article-body: [237, 946, 514, 1015]
- article-intro: শিক্ষাবিদ ও সুশীল সমাজের প্রতিনিধিদের নিয়ে তিনটি মতবিনিময় সভা অনুষ্ঠিত হয়েছে। সংশ্লিষ্ট মন্ত্রণালয় ও বিভাগের মতামত গ্রহণ করে প্রক্রিয়া সম্পন্ন করা হয়। বিভাগটি জানায়, সব মতামত আইনগত ও বাস্তবতার নিরিখে গুরুত্বসহকারে পর্যালোচনা করে খসড়াটি পূর্ণাঙ্গায়ন ও প্রতিবেদনের কাজ চলছে।: [237, 120, 514, 187]
- article-headline: এআইকে অন্ধভাবে বিশ্বাস না করার: [17, 72, 229, 115]
- newspaper-page-body: [0, 60, 1016, 2576]
- record-item-text: সংবাদমাধ্যম ও মতপ্রকাশের স্বাধীনতা পুনরুদ্ধার হয়েছে বলে তিনি দাবি করেন।: [698, 411, 1005, 436]
- record-item-lead: অর্থনৈতিক স্থিতিশীলতা:: [698, 252, 796, 263]
- column-5-6: [698, 67, 1004, 2576]
- record-item-lead: বিচার বিভাগ শক্তিশালীকরণ:: [698, 165, 811, 176]
- record-item-lead: ঐতিহাসিক রাজনৈতিক প্ল্যাটফর্ম:: [698, 136, 828, 147]
- article-prison-food-demand: [521, 874, 691, 1304]
- article-headline: ছোট্ট মেয়ের মিষ্টি ব্যবহারে থেমে: [28, 346, 219, 389]
- record-item-text: জোরপূর্বক গুম বন্ধ হয়েছে এবং রাজনৈতিক সহিংসতা-নির্ভর রাজনীতি নিষ্ক্রিয় হয়েছে।: [698, 310, 1004, 335]
- article-body-text: মাগুরার মহম্মদপুর উপজেলায় গ্রামীণ ব্যাংকের একটি শাখায় আগুন দেওয়ার ঘটনা ঘটেছে। সোমবার রাত সাড়ে তিনটার দিকে কলেজের পাশে অবস্থিত শাখাটিতে দুর্বৃত্তরা আগুন দেয়। গ্রামীণ ব্যাংকের মহম্মদপুর শাখা ব্যবস্থাপক সোহানা জানান, রাতে অজ্ঞাত ব্যক্তি জানালা দিয়ে পেট্রল ছিটিয়ে আগুন দেয়। এতে অফিসের বেশ কিছু প্রয়োজনীয় কাগজপত্র, নথি ক্ষতিগ্রস্ত হয়েছে। বিষয়টি প্রশাসনকে জানানো হয়েছে। কর্তৃপক্ষের নির্দেশনা অনুযায়ী পরবর্তী ব্যবস্থা নেওয়া হবে। ফায়ার সার্ভিসের স্টেশন মাস্টার বিল্লাল মৃধা বলেন, খবর পেয়ে একটি দল দ্রুত ঘটনাস্থলে পৌঁছে আগুন নিয়ন্ত্রণে আনে।: [851, 834, 1004, 1066]
- continued-from-label: শেষ পাতার পর: [418, 429, 476, 441]
- article-body: বন্ড, যা সুদযুক্ত বন্ডের বিকল্প হিসেবে ব্যবহৃত হয়। এটি একটি আরবি শব্দ, যার অর্থ আইনি দলিল বা চুক্তিপত্র। এ ছাড়া প্রাতিষ্ঠানিক আমানতকারীদের শেয়ার দিয়ে ১৫ হাজার কোটি টাকা মূলধনে রূপান্তর করা হবে বেইল-ইন প্রক্রিয়ার মাধ্যমে। পরে আবার রেজল্যুশন পরিকল্পনা অনুমোদন করা হবে আমানতকারীদের। যে প্রক্রিয়ার মাধ্যমে আমানতকারী ও পাওনাদারের ঋণের একাংশ বাতিল হয়ে শেয়ারে রূপান্তরিত হয়, সেটিই হচ্ছে বেইল-ইন। নতুন ব্যাংকটি প্রাথমিকভাবে রাষ্ট্রমালিকানাধীন হলেও পর্যায়ক্রমে মালিকানা বেসরকারি খাতে হস্তান্তর করা হবে। ব্যাংকটি বেসরকারি খাতে ছেড়ে দেওয়ার পরিকল্পনা রয়েছে। ব্যাংকটি সরকারি খাতে চলে যাওয়ায় গ্রাহকদের আতঙ্ক কমবে বলে আশা করছে বাংলাদেশ ব্যাংক। পাশাপাশি আতঙ্কিত ক্ষুদ্র আমানত ফেরত দেওয়ার পরিকল্পনা করছে নিয়ন্ত্রক সংস্থাটি।: [17, 1034, 229, 1238]
- continued-from-label: শেষ পাতার পর: [94, 1291, 152, 1302]
- article-body: এলাকায় টহলরত নৌবাহিনী 'এফবি এনি' নামে একটি ভারতীয় ফিশিং ট্রলার আটক করে। ট্রলারটিতে ৯ জন ভারতীয় জেলে ছিলেন। তারা ভারতের দক্ষিণ চব্বিশ পরগনা জেলার কাকদ্বীপ এলাকার বাসিন্দা। পরবর্তীতে আইনি প্রক্রিয়ার মাধ্যমে জেলহাজতে পাঠানো হয়।: [17, 1961, 229, 2028]
- continued-from-label: শেষ পাতার পর: [94, 118, 152, 129]
- continued-from-label: শেষ পাতার পর: [94, 625, 152, 637]
- article-body: অধ্যাদেশ চূড়ান্ত করতে কিছুটা সময় লাগছে বলে জানানো হয়। প্রস্তুতিকালে শিক্ষার্থীদের শিক্ষা কার্যক্রম নিয়ে সরকার সচেতন। প্রস্তাবিত বিশ্ববিদ্যালয়ের শিক্ষা ও প্রশাসনিক কার্যক্রম পরিচালনার জন্য প্রশাসক নিয়োগ দেওয়া হয়েছে। ২০২৪-২৫ শিক্ষাবর্ষে ভর্তি, রেজিস্ট্রেশন, ক্লাস পরীক্ষাসহ সব কার্যক্রম চলমান রয়েছে। ঢাকা বিশ্ববিদ্যালয়ের অধিভুক্তি বাতিলের পর সরকারি সাত কলেজ পৃথক করে 'ঢাকা সেন্ট্রাল ইউনিভার্সিটি' নামে বিশ্ববিদ্যালয় গঠনের ঘোষণা দেওয়া হয়। কমিশন (ইউজিসি) নির্ধারণ করে দেয়। কলেজগুলো হলো- ঢাকা কলেজ, ইডেন মহিলা কলেজ, বেগম বদরুন্নেসা সরকারি মহিলা কলেজ, সরকারি শহীদ সোহরাওয়ার্দী কলেজ, কবি নজরুল সরকারি কলেজ, সরকারি বাঙলা কলেজ এবং সরকারি তিতুমীর কলেজ।: [237, 192, 371, 507]
- continued-from-label: শেষ পাতার পর: [274, 795, 332, 807]
- boxed-articles-column: [851, 757, 1004, 1388]
- article-body: বয়সি ছোট্ট কন্যা। এমন সময় এক সশস্ত্র ব্যক্তি দোকানে ঢুকে নগদ টাকা ও দোকানদারের মোবাইল ফোন ছিনিয়ে নেয়। মুহূর্তে পরিস্থিতি না বুঝে ছোট্ট শিশুটি ডাকাতের দিকে ললিপপ বাড়িয়ে দেয়। অপ্রত্যাশিত এই নিষ্পাপ আচরণে ডাকাতের আচরণ মুহূর্তে বদলে যায়। তাকে দেখা যায় দোকানদারের কাছ থেকে নিয়ে নেওয়া জিনিস ফিরিয়ে দিচ্ছে। এমনকি শিশুটির প্রতি স্নেহ দেখিয়ে যায় লোকটি। এরপর কারো কোনো ক্ষতি না করেই দোকান ছেড়ে চলে যায়। এই ভিডিও ছড়িয়ে পড়ার পর বহু সামাজিক মাধ্যম ব্যবহারকারী মন্তব্য করেছেন, এক শিশুর নিষ্পাপ হৃদয় কখনো কখনো অন্ধকারেও আলো দেখাতে পারে। সূত্র: এআরওয়াই নিউজ: [17, 410, 229, 574]
- continued-from-label: ১ম পাতার পর: [883, 118, 938, 129]
- continued-from-label: ১ম পাতার পর: [578, 1694, 634, 1705]
- page-header: [0, 12, 1016, 54]
- article-body: ১৬ নভেম্বর সিআইডির ফাইন্যান্সিয়াল ক্রাইম ইউনিটের মামলা দায়েরের অনুমোদন প্রাপ্ত হয়। তিনি বলেন, ডায়মন্ড ওয়ার্ল্ড লিমিটেডের বিরুদ্ধে গুলশান থানায় দায়ের করা মানি লন্ডারিং মামলা সিআইডির তফসিলভুক্ত হওয়ায় এর তদন্ত সিআইডিই পরিচালনা করবে। প্রয়োজনীয় নথি, ব্যাংক লেনদেন এবং সংশ্লিষ্ট ব্যক্তিদের তথ্য যাচাই করে আইনানুযায়ী নিবিড় তদন্তের ব্যবস্থা গ্রহণ করবে সিআইডি।: [17, 855, 229, 964]
- article-body: দাবি উত্থাপন করা এবং চাপ প্রয়োগের কাজটা আমরা করব। রাজসাক্ষী হিসেবে দোষ স্বীকার করে ঘটনার পূর্ণাঙ্গ বিবরণ দেওয়ায় আদালত তাকে ক্ষমার বিষয়ে বিবেচনা করে পাঁচ বছরের কারাদণ্ড দেন। আমরা চাই দেশে ন্যায়বিচার প্রতিষ্ঠিত হোক। ট্রাইব্যুনালের রায়ে ক্ষতিগ্রস্ত পরিবারগুলোর ক্ষতিপূরণের বিষয়েও নির্দেশনা এসেছে। আদালত সংশ্লিষ্টদের প্রয়োজনীয় ব্যবস্থা নেওয়ার নির্দেশ দেন। দাবি উত্থাপন করা এবং চাপ প্রয়োগের কাজটা আমরা করব। রাজসাক্ষী হিসেবে দোষ স্বীকার করে ঘটনার পূর্ণাঙ্গ বিবরণ দেওয়ায় আদালত তাকে ক্ষমার বিষয়ে বিবেচনা করে পাঁচ বছরের কারাদণ্ড দেন। আমরা চাই দেশে ন্যায়বিচার প্রতিষ্ঠিত হোক। ট্রাইব্যুনালের রায়ে ক্ষতিগ্রস্ত পরিবারগুলোর ক্ষতিপূরণের বিষয়েও নির্দেশনা এসেছে। আদালত সংশ্লিষ্টদের প্রয়োজনীয় ব্যবস্থা নেওয়ার নির্দেশ দেন।: [17, 2365, 229, 2570]
- article-headline: ডেঙ্গুতে একদিনে ৪ মৃত্যু: [27, 2033, 220, 2055]
- article-hasina-kamal-assets: [698, 443, 1004, 1388]
- record-item: [698, 221, 1004, 249]
